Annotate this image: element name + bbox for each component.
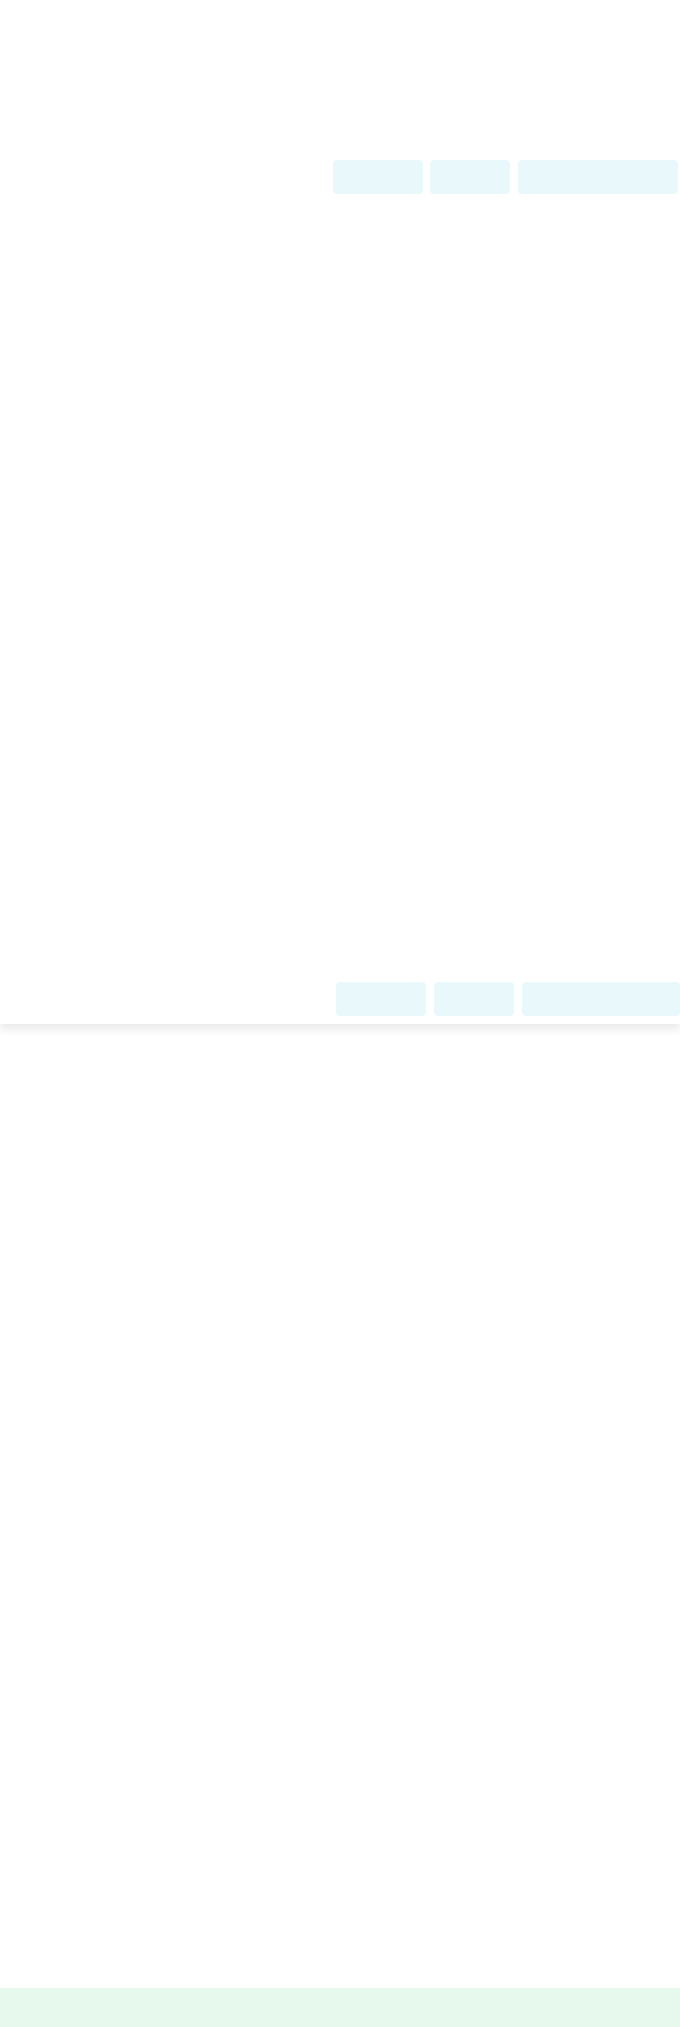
next-exercise-button[interactable] (430, 160, 510, 194)
answer-box (0, 1988, 680, 2027)
figure2-graph (0, 1000, 680, 1620)
all-exercises-button[interactable] (522, 982, 680, 1016)
prev-exercise-button[interactable] (333, 160, 423, 194)
exercise-header-sticky (0, 978, 680, 1024)
exercise-header (0, 156, 680, 202)
figure1-graph (0, 200, 680, 820)
prev-exercise-button[interactable] (336, 982, 426, 1016)
all-exercises-button[interactable] (518, 160, 678, 194)
next-exercise-button[interactable] (434, 982, 514, 1016)
top-grid-fragment (0, 0, 680, 132)
